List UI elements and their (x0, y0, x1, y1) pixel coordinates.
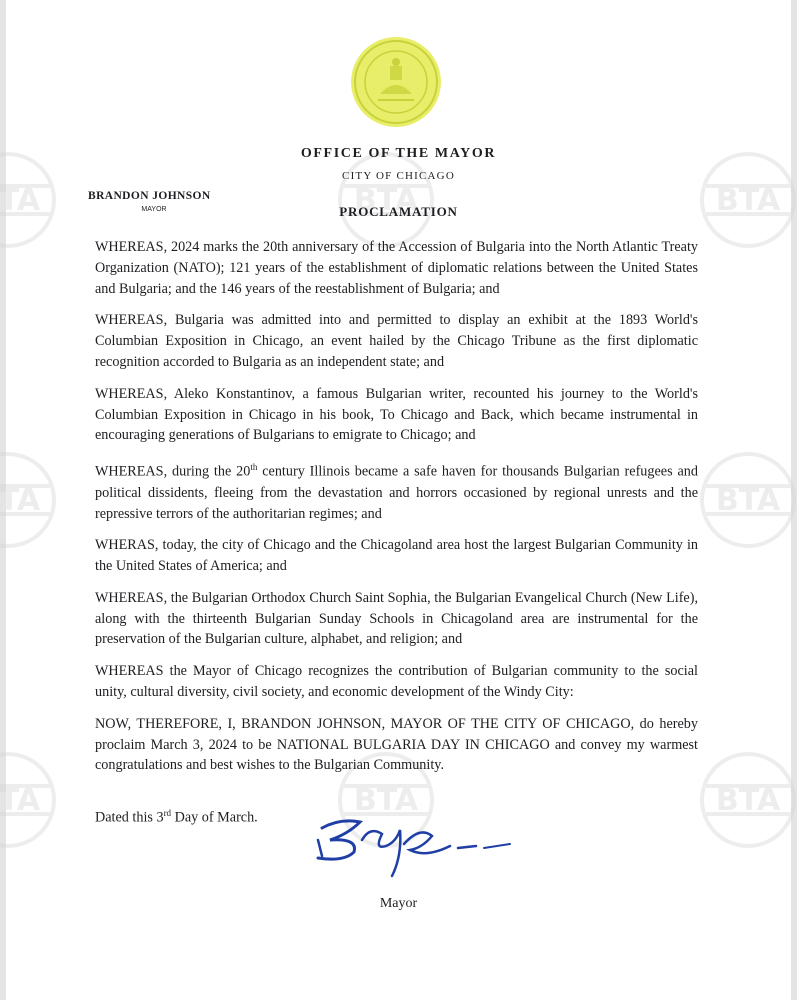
paragraph-text: WHEREAS, during the 20 (95, 463, 251, 480)
whereas-paragraph (95, 457, 698, 524)
proclamation-paragraph: NOW, THEREFORE, I, BRANDON JOHNSON, MAYOR OF THE CITY OF CHICAGO, do hereby proclaim March 3, 2024 to be NATIONAL BULGARIA DAY IN CHICAGO and convey my warmest congratulations and best wishes to the Bulgarian Community. (95, 715, 698, 774)
whereas-paragraph: WHEREAS the Mayor of Chicago recognizes the contribution of Bulgarian community to the social unity, cultural diversity, civil society, and economic development of the Windy City: (95, 663, 698, 701)
bta-agency-logo-icon (0, 452, 56, 548)
dated-line (95, 808, 258, 827)
bta-agency-logo-icon (700, 152, 796, 248)
whereas-paragraph: WHEREAS, Aleko Konstantinov, a famous Bulgarian writer, recounted his journey to the World's Columbian Exposition in Chicago in his book, To Chicago and Back, which became instrumental in encouraging generations of Bulgarians to emigrate to Chicago; and (95, 385, 698, 444)
mayor-title: MAYOR (141, 206, 167, 213)
bta-agency-logo-icon (0, 752, 56, 848)
bta-agency-logo-icon (0, 152, 56, 248)
bta-agency-logo-icon (700, 452, 796, 548)
ordinal-suffix: rd (163, 808, 172, 818)
city-title: CITY OF CHICAGO (342, 170, 455, 182)
proclamation-body (95, 237, 698, 787)
document-title: PROCLAMATION (339, 204, 458, 219)
mayor-signature-icon (300, 800, 530, 890)
whereas-paragraph: WHEREAS, 2024 marks the 20th anniversary of the Accession of Bulgaria into the North Atlantic Treaty Organization (NATO); 121 years of the establishment of diplomatic relations between the United States and Bulgaria; and the 146 years of the reestablishment of Bulgaria; and (95, 239, 698, 297)
whereas-paragraph: WHEREAS, Bulgaria was admitted into and permitted to display an exhibit at the 1893 World's Columbian Exposition in Chicago, an event hailed by the Chicago Tribune as the first diplomatic recognition accorded to Bulgaria as an independent state; and (95, 312, 698, 370)
signature-label: Mayor (379, 896, 418, 911)
mayor-name: BRANDON JOHNSON (88, 190, 211, 202)
office-title: OFFICE OF THE MAYOR (300, 146, 497, 161)
bta-agency-logo-icon (338, 152, 434, 248)
dated-text: Dated this 3 (95, 809, 164, 826)
whereas-paragraph: WHERAS, today, the city of Chicago and the Chicagoland area host the largest Bulgarian Community in the United States of America; and (95, 537, 698, 575)
whereas-paragraph: WHEREAS, the Bulgarian Orthodox Church Saint Sophia, the Bulgarian Evangelical Church (New Life), along with the thirteenth Bulgarian Sunday Schools in Chicagoland area are instrumental for the preservation of the Bulgarian culture, alphabet, and religion; and (95, 589, 698, 648)
ordinal-suffix: th (250, 462, 258, 473)
dated-text: Day of March. (171, 809, 258, 826)
bta-agency-logo-icon (700, 752, 796, 848)
city-of-chicago-seal-icon (350, 36, 442, 128)
paragraph-text: century Illinois became a safe haven for thousands Bulgarian refugees and political dissidents, fleeing from the devastation and horrors occasioned by regional unrests and the repressive terrors of the authoritarian regimes; and (95, 463, 698, 522)
